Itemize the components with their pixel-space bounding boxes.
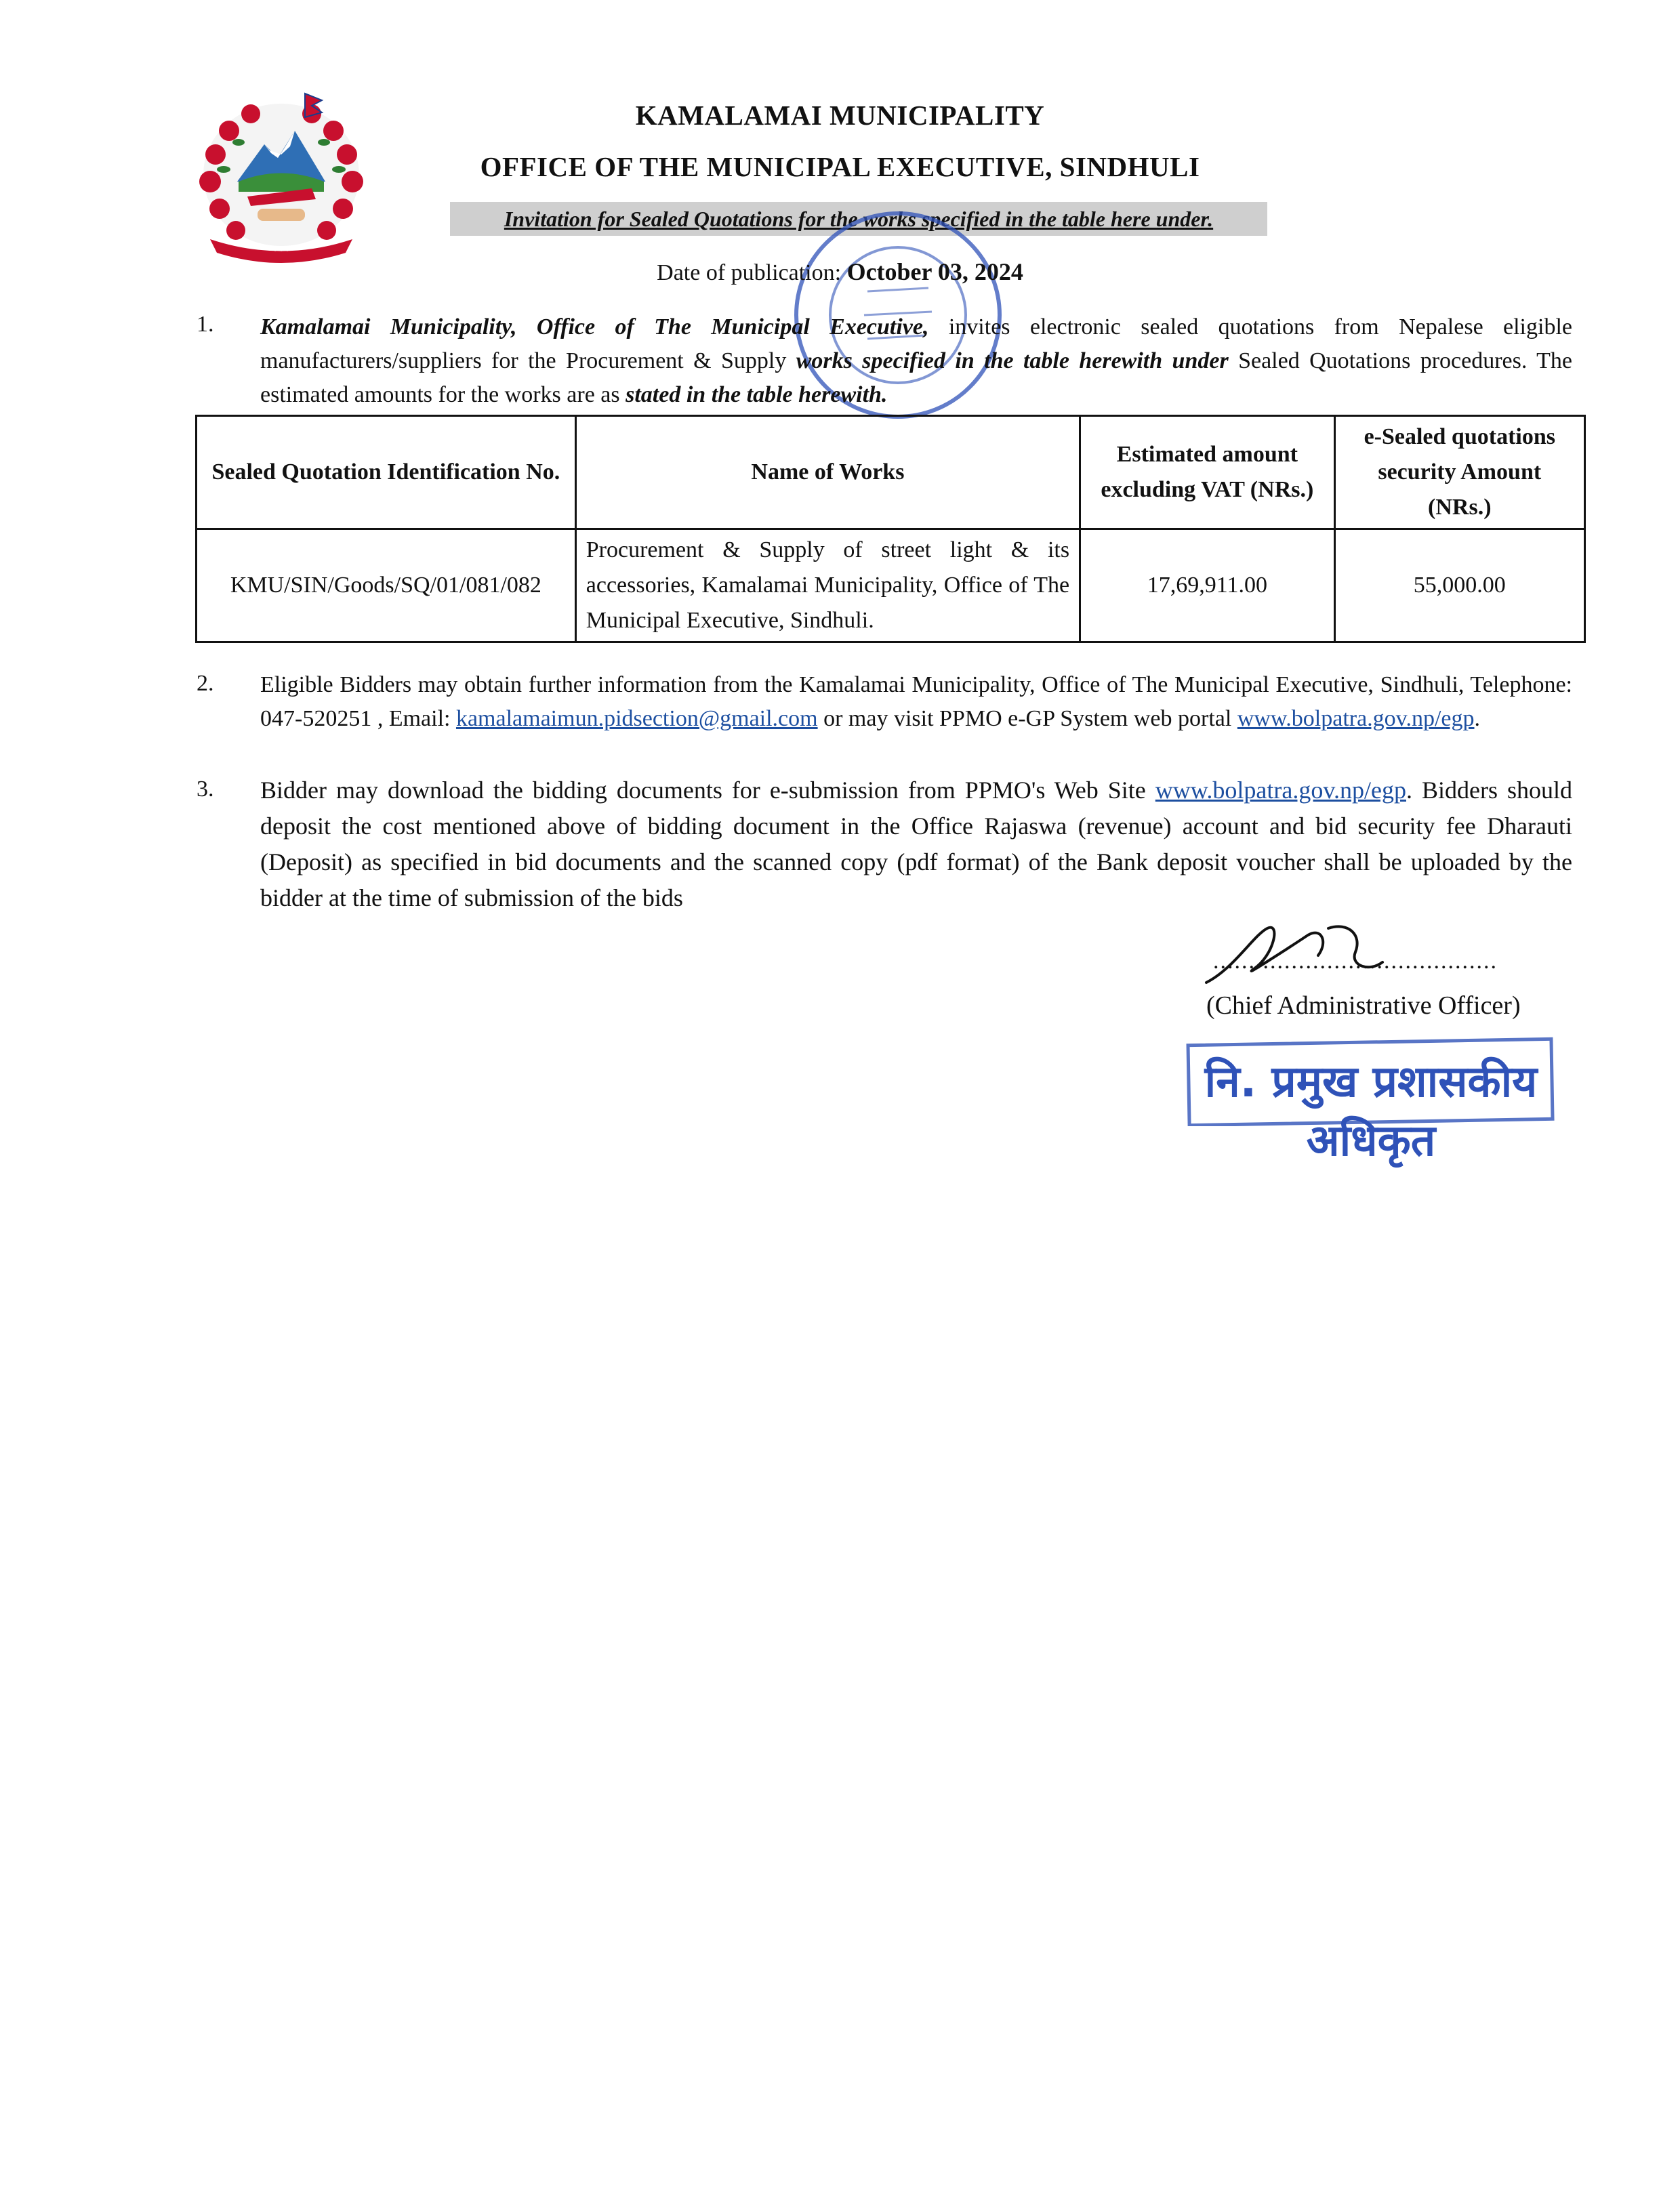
paragraph-2 bbox=[260, 668, 1572, 736]
office-name: OFFICE OF THE MUNICIPAL EXECUTIVE, SINDHULI bbox=[480, 151, 1200, 182]
col-header-estimate: Estimated amount excluding VAT (NRs.) bbox=[1080, 416, 1334, 529]
para1-text-b: Sealed Quotations procedures. The estimated amounts for the works are as bbox=[260, 348, 1572, 407]
para3-text-b: . Bidders should deposit the cost mentioned above of bidding document in the Office Rajaswa (revenue) account and bid security fee Dharauti (Deposit) as specified in bid documents and the scanned copy (pdf format) of the Bank deposit voucher shall be uploaded by the bidder at the time of submission of the bids bbox=[260, 777, 1572, 911]
para2-text-c: . bbox=[1474, 706, 1481, 731]
signature-line: ........................................ bbox=[1213, 949, 1498, 974]
publication-date-label: Date of publication: bbox=[657, 260, 847, 285]
para-number: 3. bbox=[197, 777, 214, 802]
para1-text-a: invites electronic sealed quotations from Nepalese eligible manufacturers/suppliers for the Procurement & Supply bbox=[260, 314, 1572, 373]
paragraph-1 bbox=[260, 310, 1572, 412]
publication-date-line bbox=[0, 257, 1680, 286]
cell-estimate: 17,69,911.00 bbox=[1080, 529, 1334, 642]
col-header-id: Sealed Quotation Identification No. bbox=[197, 416, 576, 529]
paragraph-3 bbox=[260, 772, 1572, 916]
publication-date-value: October 03, 2024 bbox=[846, 258, 1023, 285]
col-header-works: Name of Works bbox=[575, 416, 1080, 529]
designation-stamp-text: नि. प्रमुख प्रशासकीय अधिकृत bbox=[1204, 1057, 1538, 1166]
quotation-table bbox=[195, 415, 1586, 643]
table-header-row bbox=[197, 416, 1585, 529]
para1-bold-mid: works specified in the table herewith under bbox=[796, 348, 1229, 373]
svg-text:* * *: * * * bbox=[273, 247, 289, 255]
designation-stamp bbox=[1185, 1037, 1556, 1166]
municipality-name: KAMALAMAI MUNICIPALITY bbox=[635, 100, 1045, 131]
para1-bold-lead: Kamalamai Municipality, Office of The Municipal Executive, bbox=[260, 314, 929, 339]
cell-works: Procurement & Supply of street light & its accessories, Kamalamai Municipality, Office of The Municipal Executive, Sindhuli. bbox=[575, 529, 1080, 642]
para2-text-a: Eligible Bidders may obtain further information from the Kamalamai Municipality, Office of The Municipal Executive, Sindhuli, Telephone: 047-520251 , Email: bbox=[260, 672, 1572, 731]
email-link[interactable]: kamalamaimun.pidsection@gmail.com bbox=[455, 706, 818, 731]
egp-portal-link[interactable]: www.bolpatra.gov.np/egp bbox=[1237, 706, 1475, 731]
cell-security: 55,000.00 bbox=[1334, 529, 1584, 642]
para2-text-b: or may visit PPMO e-GP System web portal bbox=[817, 706, 1237, 731]
table-row bbox=[197, 529, 1585, 642]
cell-id: KMU/SIN/Goods/SQ/01/081/082 bbox=[197, 529, 576, 642]
para3-text-a: Bidder may download the bidding documents for e-submission from PPMO's Web Site bbox=[260, 777, 1155, 804]
para1-bold-end: stated in the table herewith. bbox=[626, 382, 888, 407]
para-number: 2. bbox=[197, 671, 214, 696]
invitation-heading: Invitation for Sealed Quotations for the works specified in the table here under. bbox=[450, 202, 1267, 236]
signatory-title: (Chief Administrative Officer) bbox=[1206, 991, 1521, 1020]
col-header-security: e-Sealed quotations security Amount (NRs.) bbox=[1334, 416, 1584, 529]
para-number: 1. bbox=[197, 312, 214, 337]
ppmo-website-link[interactable]: www.bolpatra.gov.np/egp bbox=[1155, 777, 1406, 804]
